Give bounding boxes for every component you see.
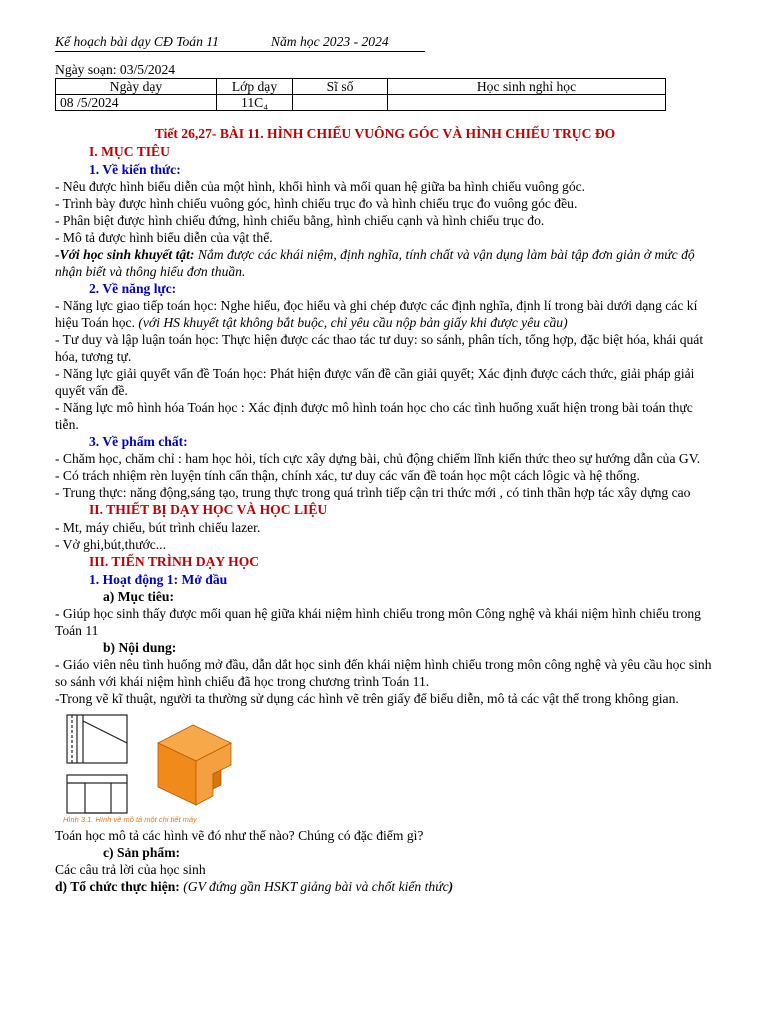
knowledge-1: - Nêu được hình biểu diễn của một hình, khối hình và mối quan hệ giữa ba hình chiếu vuông góc.: [55, 179, 586, 194]
figure-machine-part: [63, 713, 323, 825]
cell-count: [293, 95, 388, 111]
organization-text: (GV đứng gần HSKT giảng bài và chốt kiến thức: [179, 879, 449, 894]
equipment-1: - Mt, máy chiếu, bút trình chiếu lazer.: [55, 520, 261, 535]
subsection-qualities: 3. Về phẩm chất:: [89, 434, 188, 449]
prep-date: Ngày soạn: 03/5/2024: [55, 62, 176, 77]
th-lop-day: Lớp dạy: [217, 79, 293, 95]
content-1: - Giáo viên nêu tình huống mở đầu, dẫn dắt học sinh đến khái niệm hình chiếu trong môn công nghệ và yêu cầu học sinh so sánh với khái niệm hình chiếu đã học trong chương trình Toán 11.: [55, 657, 712, 689]
competence-4: - Năng lực mô hình hóa Toán học : Xác định được mô hình toán học cho các tình huống xuất hiện trong bài toán thực tiễn.: [55, 400, 693, 432]
quality-2: - Có trách nhiệm rèn luyện tính cẩn thận, chính xác, tư duy các vấn đề toán học một cách lôgic và hệ thống.: [55, 468, 640, 483]
header-left: Kế hoạch bài dạy CĐ Toán 11: [55, 34, 219, 49]
lesson-title: Tiết 26,27- BÀI 11. HÌNH CHIẾU VUÔNG GÓC VÀ HÌNH CHIẾU TRỤC ĐO: [154, 126, 616, 141]
document-page: [55, 33, 715, 895]
header-rule: [55, 51, 425, 52]
section-process: III. TIẾN TRÌNH DẠY HỌC: [89, 554, 260, 569]
table-header-row: [56, 79, 666, 95]
subsection-knowledge: 1. Về kiến thức:: [89, 162, 181, 177]
disabled-text: Nắm được các khái niệm, định nghĩa, tính chất và vận dụng làm bài tập đơn giản ở mức độ nhận biết và thông hiểu đơn thuần.: [55, 247, 695, 279]
goal-text: - Giúp học sinh thấy được mối quan hệ giữa khái niệm hình chiếu trong môn Công nghệ và khái niệm hình chiếu trong Toán 11: [55, 606, 701, 638]
isometric-object: [158, 725, 231, 805]
top-view-drawing: [67, 775, 127, 813]
cell-date: 08 /5/2024: [56, 95, 217, 111]
equipment-2: - Vở ghi,bút,thước...: [55, 537, 166, 552]
figure-drawing: [63, 713, 303, 817]
content-2: -Trong vẽ kĩ thuật, người ta thường sử dụng các hình vẽ trên giấy để biểu diễn, mô tả các vật thể trong không gian.: [55, 691, 679, 706]
th-si-so: Sĩ số: [293, 79, 388, 95]
quality-3: - Trung thực: năng động,sáng tạo, trung thực trong quá trình tiếp cận tri thức mới , có tinh thần hợp tác xây dựng cao: [55, 485, 691, 500]
schedule-table: [55, 78, 666, 111]
th-ngay-day: Ngày dạy: [56, 79, 217, 95]
subsection-competence: 2. Về năng lực:: [89, 281, 177, 296]
cell-absent: [388, 95, 666, 111]
knowledge-2: - Trình bày được hình chiếu vuông góc, hình chiếu trục đo và hình chiếu trục đo vuông góc đều.: [55, 196, 578, 211]
activity-1-title: 1. Hoạt động 1: Mở đầu: [89, 572, 228, 587]
competence-1: [55, 297, 715, 331]
organization: [55, 878, 715, 895]
content-label: b) Nội dung:: [103, 640, 177, 655]
product-text: Các câu trả lời của học sinh: [55, 862, 206, 877]
product-label: c) Sản phẩm:: [103, 845, 181, 860]
competence-3: - Năng lực giải quyết vấn đề Toán học: Phát hiện được vấn đề cần giải quyết; Xác định được cách thức, giải pháp giải quyết vấn đề.: [55, 366, 695, 398]
organization-label: d) Tổ chức thực hiện:: [55, 879, 180, 894]
quality-1: - Chăm học, chăm chỉ : ham học hỏi, tích cực xây dựng bài, chủ động chiếm lĩnh kiến thức theo sự hướng dẫn của GV.: [55, 451, 701, 466]
competence-2: - Tư duy và lập luận toán học: Thực hiện được các thao tác tư duy: so sánh, phân tích, tổng hợp, đặc biệt hóa, khái quát hóa, tương tự.: [55, 332, 704, 364]
competence-1-text: - Năng lực giao tiếp toán học: Nghe hiểu, đọc hiểu và ghi chép được các định nghĩa, định lí trong bài dưới dạng các kí hiệu Toán học.: [55, 298, 698, 330]
disabled-label: -Với học sinh khuyết tật:: [55, 247, 195, 262]
knowledge-4: - Mô tả được hình biểu diễn của vật thể.: [55, 230, 273, 245]
knowledge-3: - Phân biệt được hình chiếu đứng, hình chiếu bằng, hình chiếu cạnh và hình chiếu trục đo.: [55, 213, 545, 228]
section-objectives: I. MỤC TIÊU: [89, 144, 170, 159]
competence-1-note: (với HS khuyết tật không bắt buộc, chỉ yêu cầu nộp bản giấy khi được yêu cầu): [138, 315, 568, 330]
header-right: Năm học 2023 - 2024: [270, 34, 389, 49]
question-text: Toán học mô tả các hình vẽ đó như thế nào? Chúng có đặc điểm gì?: [55, 828, 424, 843]
section-equipment: II. THIẾT BỊ DẠY HỌC VÀ HỌC LIỆU: [89, 502, 328, 517]
organization-close: ): [448, 879, 454, 894]
cell-class: 11C₄: [217, 95, 293, 111]
th-hoc-sinh-nghi: Học sinh nghỉ học: [388, 79, 666, 95]
front-view-drawing: [67, 715, 127, 763]
knowledge-disabled: [55, 246, 715, 280]
goal-label: a) Mục tiêu:: [103, 589, 174, 604]
figure-caption: Hình 3.1. Hình vẽ mô tả một chi tiết máy: [63, 815, 197, 824]
page-header: [55, 33, 715, 51]
table-row: [56, 95, 666, 111]
